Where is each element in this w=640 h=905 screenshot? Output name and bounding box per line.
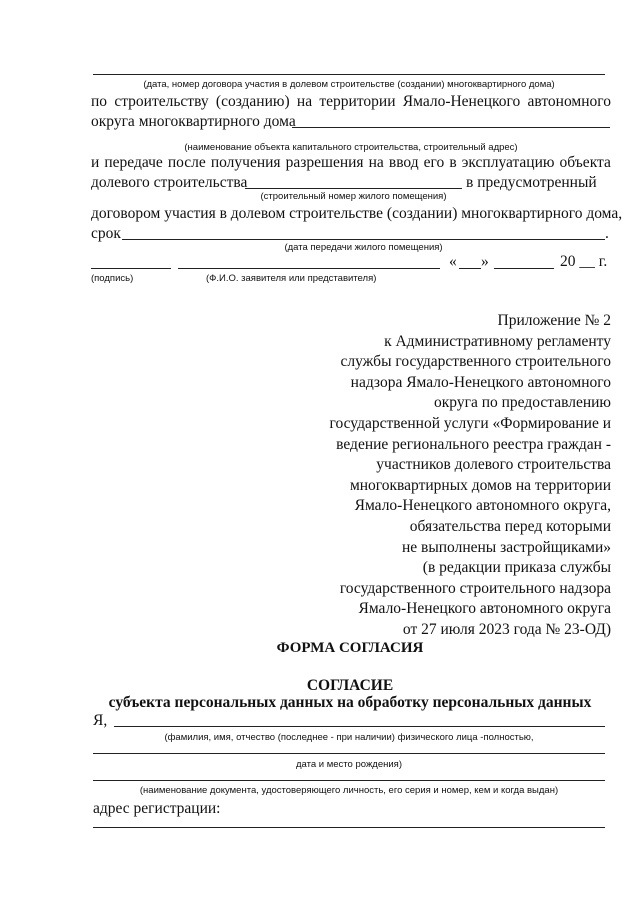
caption-object: (наименование объекта капитального строительства, строительный адрес) xyxy=(184,142,518,153)
paragraph-line-6-right: . xyxy=(605,225,609,242)
appendix-line: службы государственного строительного xyxy=(340,353,611,371)
caption-premises: (строительный номер жилого помещения) xyxy=(260,191,447,202)
appendix-line: округа по предоставлению xyxy=(434,394,611,412)
date-close-quote: » xyxy=(481,253,489,270)
consent-title: СОГЛАСИЕ xyxy=(306,677,394,694)
appendix-line: Ямало-Ненецкого автономного округа xyxy=(358,600,611,618)
full-name-line[interactable] xyxy=(114,726,605,727)
ya-label: Я, xyxy=(93,712,108,729)
signature-line[interactable] xyxy=(91,268,171,269)
object-name-line[interactable] xyxy=(292,127,610,128)
transfer-date-line[interactable] xyxy=(122,239,605,240)
premises-number-line[interactable] xyxy=(245,188,462,189)
address-line[interactable] xyxy=(93,827,605,828)
paragraph-line-5: договором участия в долевом строительстве (создании) многоквартирного дома, xyxy=(91,205,623,222)
appendix-line: ведение регионального реестра граждан - xyxy=(336,435,611,453)
address-label: адрес регистрации: xyxy=(93,800,221,817)
fio-line[interactable] xyxy=(178,268,440,269)
appendix-line: государственной услуги «Формирование и xyxy=(329,414,611,432)
appendix-line: Ямало-Ненецкого автономного округа, xyxy=(354,497,611,515)
caption-signature: (подпись) xyxy=(91,273,134,284)
caption-applicant-fio: (Ф.И.О. заявителя или представителя) xyxy=(206,273,377,284)
form-title: ФОРМА СОГЛАСИЯ xyxy=(276,640,424,656)
paragraph-line-3: и передаче после получения разрешения на ввод его в эксплуатацию объекта xyxy=(91,154,611,171)
identity-document-line[interactable] xyxy=(93,780,605,781)
paragraph-line-2: округа многоквартирного дома xyxy=(91,113,296,130)
caption-birth: дата и место рождения) xyxy=(296,759,402,770)
consent-subtitle: субъекта персональных данных на обработку персональных данных xyxy=(108,694,592,711)
appendix-line: участников долевого строительства xyxy=(376,456,611,474)
date-month-line[interactable] xyxy=(494,268,554,269)
appendix-line: обязательства перед которыми xyxy=(409,517,611,535)
caption-transfer: (дата передачи жилого помещения) xyxy=(284,242,443,253)
paragraph-line-4-right: в предусмотренный xyxy=(466,174,597,191)
date-year: 20 __ г. xyxy=(560,253,608,270)
paragraph-line-4-left: долевого строительства xyxy=(91,174,248,191)
paragraph-line-1: по строительству (созданию) на территории Ямало-Ненецкого автономного xyxy=(91,93,611,110)
appendix-line: не выполнены застройщиками» xyxy=(401,538,611,556)
birth-date-place-line[interactable] xyxy=(93,753,605,754)
appendix-line: от 27 июля 2023 года № 23-ОД) xyxy=(402,620,611,638)
caption-contract: (дата, номер договора участия в долевом строительстве (создании) многоквартирного дома) xyxy=(143,79,555,90)
contract-line[interactable] xyxy=(93,74,605,75)
appendix-line: к Административному регламенту xyxy=(384,332,611,350)
appendix-line: надзора Ямало-Ненецкого автономного xyxy=(350,373,611,391)
caption-full-name: (фамилия, имя, отчество (последнее - при наличии) физического лица -полностью, xyxy=(164,732,534,743)
caption-document: (наименование документа, удостоверяющего личность, его серия и номер, кем и когда выдан) xyxy=(139,785,559,796)
appendix-line: Приложение № 2 xyxy=(497,312,611,329)
appendix-header xyxy=(330,311,611,641)
date-day-line[interactable] xyxy=(459,268,481,269)
appendix-line: (в редакции приказа службы xyxy=(422,559,611,577)
appendix-line: многоквартирных домов на территории xyxy=(349,476,611,494)
paragraph-line-6-left: срок xyxy=(91,225,121,242)
appendix-line: государственного строительного надзора xyxy=(339,579,611,597)
date-open-quote: « xyxy=(449,253,457,270)
